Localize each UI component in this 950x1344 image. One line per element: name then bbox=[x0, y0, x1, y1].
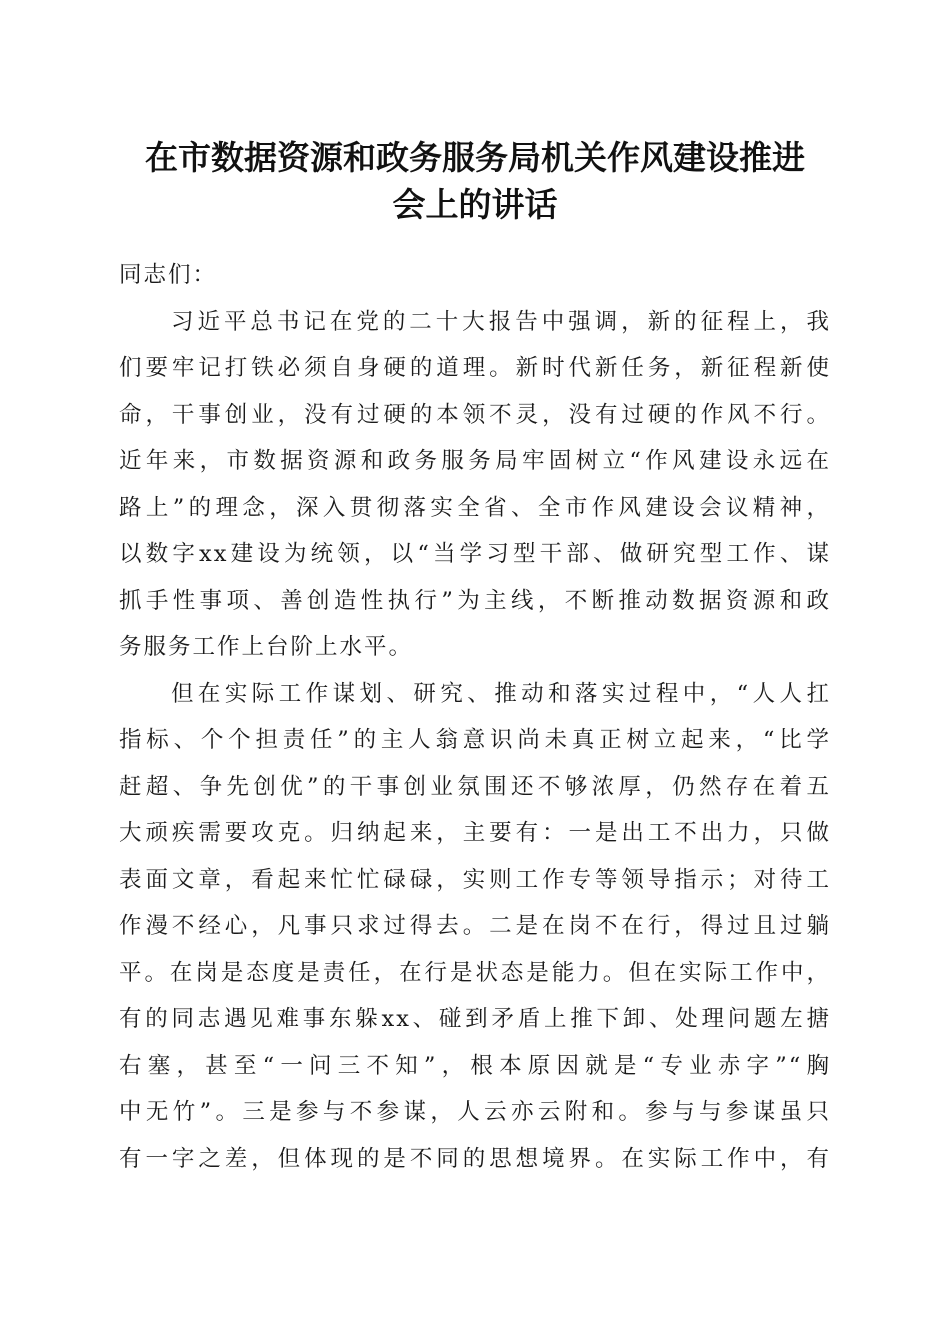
document-body bbox=[119, 252, 831, 1182]
paragraph-line: 大顽疾需要攻克。归纳起来，主要有：一是出工不出力，只做 bbox=[119, 820, 831, 846]
title-line-1: 在市数据资源和政务服务局机关作风建设推进 bbox=[145, 138, 805, 177]
paragraph-line: 有的同志遇见难事东躲xx、碰到矛盾上推下卸、处理问题左搪 bbox=[119, 1006, 831, 1032]
paragraph-line: 抓手性事项、善创造性执行”为主线，不断推动数据资源和政 bbox=[119, 587, 831, 614]
paragraph-line: 指标、个个担责任”的主人翁意识尚未真正树立起来，“比学 bbox=[119, 727, 831, 753]
paragraph-line: 赶超、争先创优”的干事创业氛围还不够浓厚，仍然存在着五 bbox=[119, 773, 831, 800]
paragraph-line: 有一字之差，但体现的是不同的思想境界。在实际工作中，有 bbox=[119, 1145, 831, 1172]
paragraph-line: 们要牢记打铁必须自身硬的道理。新时代新任务，新征程新使 bbox=[119, 355, 831, 381]
title-line-2: 会上的讲话 bbox=[392, 185, 558, 224]
paragraph-line: 习近平总书记在党的二十大报告中强调，新的征程上，我 bbox=[171, 308, 831, 335]
paragraph-line: 命，干事创业，没有过硬的本领不灵，没有过硬的作风不行。 bbox=[119, 401, 831, 428]
paragraph-2 bbox=[119, 671, 831, 1183]
paragraph-line: 以数字xx建设为统领，以“当学习型干部、做研究型工作、谋 bbox=[119, 541, 831, 567]
paragraph-1 bbox=[119, 299, 831, 671]
paragraph-line: 平。在岗是态度是责任，在行是状态是能力。但在实际工作中， bbox=[119, 959, 831, 986]
paragraph-line: 表面文章，看起来忙忙碌碌，实则工作专等领导指示；对待工 bbox=[119, 866, 831, 893]
document-title bbox=[110, 134, 840, 228]
paragraph-line: 务服务工作上台阶上水平。 bbox=[119, 634, 414, 660]
paragraph-line: 中无竹”。三是参与不参谋，人云亦云附和。参与与参谋虽只 bbox=[119, 1099, 831, 1125]
salutation: 同志们： bbox=[119, 262, 218, 288]
paragraph-line: 右塞，甚至“一问三不知”，根本原因就是“专业赤字”“胸 bbox=[119, 1052, 831, 1079]
paragraph-line: 近年来，市数据资源和政务服务局牢固树立“作风建设永远在 bbox=[119, 448, 831, 474]
paragraph-line: 但在实际工作谋划、研究、推动和落实过程中，“人人扛 bbox=[171, 680, 831, 707]
paragraph-line: 路上”的理念，深入贯彻落实全省、全市作风建设会议精神， bbox=[119, 494, 831, 521]
paragraph-line: 作漫不经心，凡事只求过得去。二是在岗不在行，得过且过躺 bbox=[119, 913, 831, 939]
